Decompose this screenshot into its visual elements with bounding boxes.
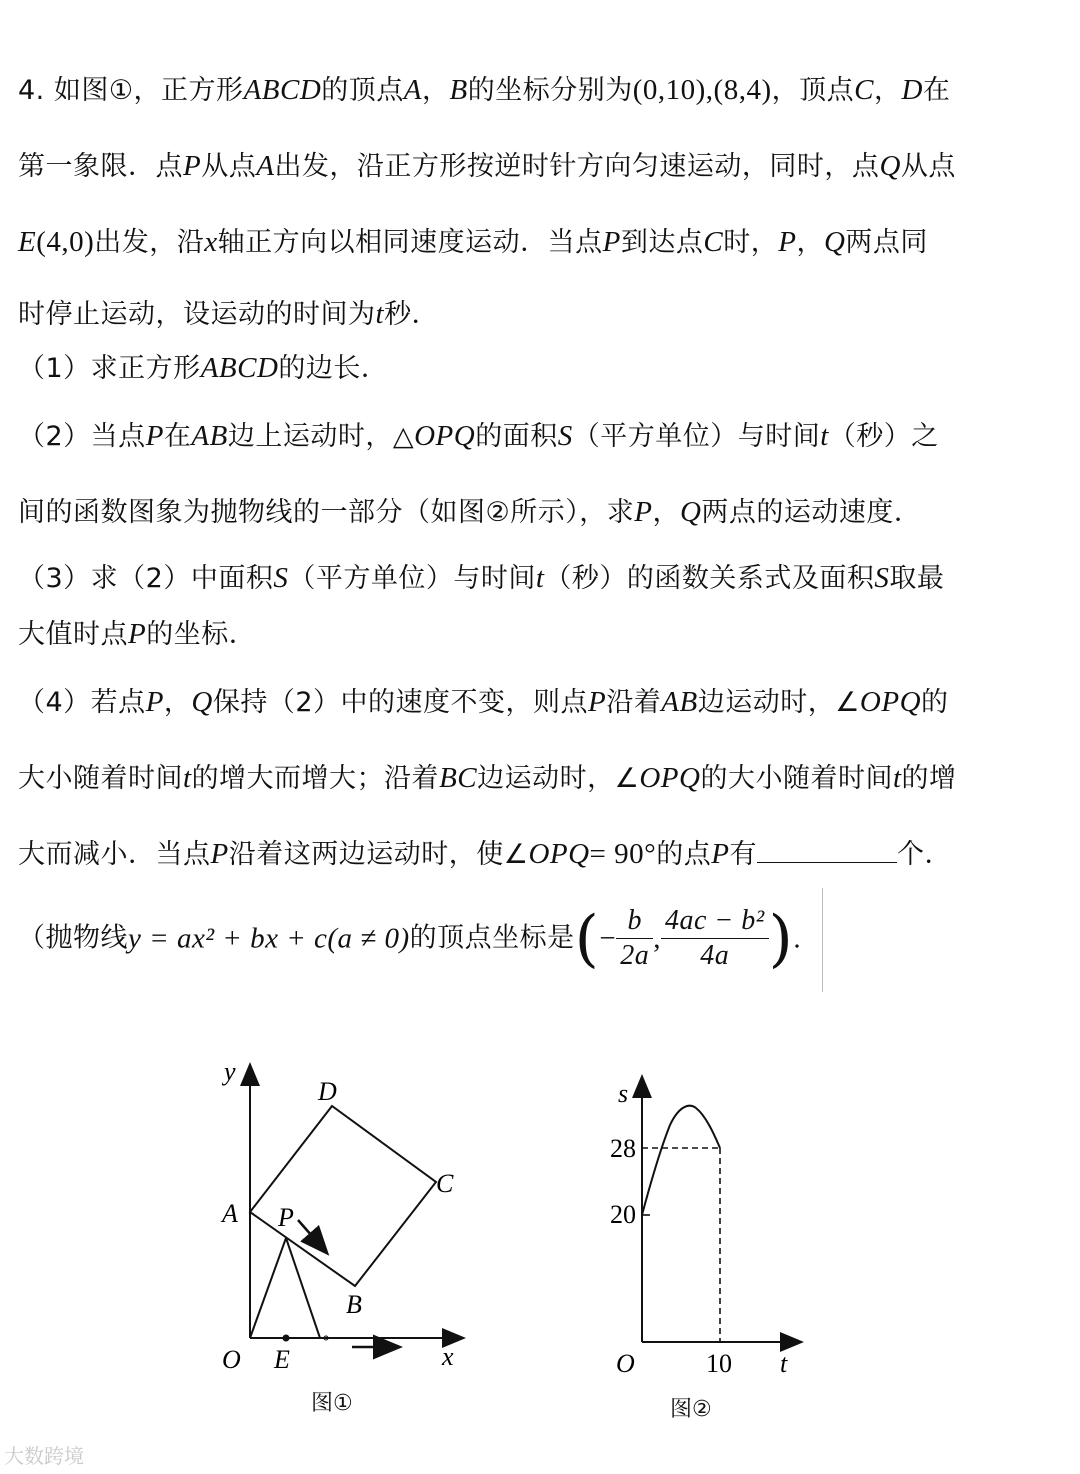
text: （抛物线 bbox=[18, 922, 128, 954]
math: t bbox=[375, 298, 385, 330]
segment-pq bbox=[286, 1238, 320, 1338]
text: 在 bbox=[922, 75, 951, 106]
text: 的边长． bbox=[278, 353, 389, 384]
text: 时， bbox=[723, 227, 779, 258]
text: 从点 bbox=[201, 151, 257, 182]
math: t bbox=[535, 562, 545, 594]
problem-line-3 bbox=[18, 220, 928, 259]
text: 出发，沿正方形按逆时针方向匀速运动，同时，点 bbox=[274, 151, 880, 182]
math: Q bbox=[879, 150, 901, 182]
tick-label-28: 28 bbox=[610, 1134, 636, 1163]
math: . bbox=[793, 922, 802, 955]
question-3-line-1 bbox=[18, 556, 944, 595]
question-3-line-2 bbox=[18, 612, 256, 651]
math: P bbox=[634, 496, 653, 528]
math: (4,0) bbox=[36, 226, 95, 258]
text: 到达点 bbox=[620, 227, 704, 258]
label-d: D bbox=[318, 1077, 337, 1106]
text: （4）若点 bbox=[18, 687, 146, 718]
tick-label-10: 10 bbox=[706, 1349, 732, 1378]
text: 的增 bbox=[901, 763, 957, 794]
problem-line-2 bbox=[18, 144, 956, 183]
text: 的坐标分别为 bbox=[467, 75, 633, 106]
text: 沿着这两边运动时，使∠ bbox=[228, 839, 529, 870]
math: t bbox=[183, 762, 192, 794]
math: AB bbox=[661, 686, 698, 718]
segment-op bbox=[250, 1238, 286, 1338]
math: BC bbox=[439, 762, 478, 794]
math: − bbox=[599, 922, 617, 955]
text: 有 bbox=[729, 839, 757, 870]
fraction-y bbox=[661, 904, 769, 973]
text: 的点 bbox=[656, 839, 712, 870]
text: 间的函数图象为抛物线的一部分（如图②所示），求 bbox=[18, 497, 635, 528]
left-paren: ( bbox=[574, 901, 600, 975]
denominator: 4a bbox=[700, 940, 730, 971]
math: Q bbox=[679, 496, 702, 528]
question-4-line-3 bbox=[18, 832, 952, 871]
numerator: 4ac − b² bbox=[661, 904, 769, 939]
label-c: C bbox=[436, 1169, 454, 1198]
fraction-x bbox=[616, 904, 653, 973]
text: 的顶点坐标是 bbox=[409, 922, 575, 954]
text: 边运动时，∠ bbox=[477, 763, 640, 794]
text: 在 bbox=[163, 421, 192, 452]
math: A bbox=[256, 150, 275, 182]
math: A bbox=[403, 74, 422, 106]
math: P bbox=[128, 618, 147, 650]
denominator: 2a bbox=[620, 940, 650, 971]
text: 沿着 bbox=[606, 687, 662, 718]
numerator: b bbox=[616, 904, 653, 939]
math: P bbox=[778, 226, 797, 258]
math: (0,10),(8,4) bbox=[632, 74, 772, 106]
text: （秒）之 bbox=[828, 421, 939, 452]
text: （3）求（2）中面积 bbox=[18, 563, 274, 594]
label-p: P bbox=[278, 1203, 294, 1232]
math: AB bbox=[191, 420, 228, 452]
tick-label-20: 20 bbox=[610, 1200, 636, 1229]
point-e bbox=[283, 1335, 290, 1342]
math: OPQ bbox=[859, 686, 922, 718]
label-o: O bbox=[222, 1345, 241, 1370]
math: t bbox=[892, 762, 902, 794]
figure-2 bbox=[580, 1060, 810, 1380]
math: OPQ bbox=[528, 838, 590, 870]
math: t bbox=[820, 420, 829, 452]
text: ， bbox=[422, 75, 450, 106]
hint-line bbox=[18, 901, 802, 975]
math: OPQ bbox=[639, 762, 701, 794]
math: OPQ bbox=[414, 420, 476, 452]
math: S bbox=[557, 420, 573, 452]
question-2-line-1 bbox=[18, 414, 939, 453]
math: P bbox=[145, 420, 164, 452]
question-4-line-2 bbox=[18, 756, 957, 795]
text: 个． bbox=[896, 839, 952, 870]
label-o: O bbox=[616, 1349, 635, 1378]
figure-1 bbox=[200, 1050, 490, 1370]
label-t: t bbox=[780, 1349, 788, 1378]
math: , bbox=[653, 922, 661, 955]
text: ， bbox=[873, 75, 902, 106]
math: E bbox=[18, 226, 37, 258]
label-e: E bbox=[274, 1345, 290, 1370]
text: 的坐标． bbox=[146, 619, 257, 650]
text: 第一象限．点 bbox=[18, 151, 183, 182]
text: 轴正方向以相同速度运动．当点 bbox=[217, 227, 603, 258]
math: P bbox=[145, 686, 164, 718]
text: 的大小随着时间 bbox=[700, 763, 893, 794]
math: ABCD bbox=[200, 352, 279, 384]
text: 取最 bbox=[889, 563, 945, 594]
right-paren: ) bbox=[768, 901, 794, 975]
text: 的顶点 bbox=[321, 75, 404, 106]
text: 出发，沿 bbox=[94, 227, 205, 258]
question-1 bbox=[18, 346, 388, 385]
watermark: 大数跨境 bbox=[4, 1444, 84, 1468]
text: 大而减小．当点 bbox=[18, 839, 211, 870]
text: 时停止运动，设运动的时间为 bbox=[18, 299, 376, 330]
p-arrow bbox=[298, 1220, 326, 1252]
math: P bbox=[588, 686, 607, 718]
text: 的增大而增大；沿着 bbox=[191, 763, 440, 794]
figure-2-caption: 图② bbox=[670, 1397, 712, 1422]
text: 边运动时，∠ bbox=[697, 687, 860, 718]
question-2-line-2 bbox=[18, 490, 921, 529]
math: Q bbox=[191, 686, 213, 718]
math: P bbox=[210, 838, 229, 870]
text: 两点的运动速度． bbox=[701, 497, 922, 528]
text: （秒）的函数关系式及面积 bbox=[544, 563, 875, 594]
label-s: s bbox=[618, 1079, 629, 1108]
text: 4. 如图①，正方形 bbox=[18, 75, 244, 106]
math: P bbox=[183, 150, 202, 182]
label-a: A bbox=[222, 1199, 238, 1228]
math: S bbox=[874, 562, 890, 594]
text: 秒． bbox=[384, 299, 440, 330]
math: (a ≠ 0) bbox=[327, 922, 410, 955]
text: （2）当点 bbox=[18, 421, 146, 452]
math: B bbox=[449, 74, 468, 106]
text: ， bbox=[163, 687, 192, 718]
divider bbox=[822, 888, 823, 992]
label-x: x bbox=[442, 1342, 454, 1370]
label-y: y bbox=[224, 1057, 236, 1086]
text: 两点同 bbox=[845, 227, 928, 258]
text: 的 bbox=[921, 687, 949, 718]
problem-line-4 bbox=[18, 292, 439, 331]
text: ， bbox=[796, 227, 824, 258]
math: C bbox=[703, 226, 724, 258]
math: ABCD bbox=[243, 74, 322, 106]
math: S bbox=[273, 562, 289, 594]
math: = 90° bbox=[589, 838, 657, 870]
math: x bbox=[204, 226, 218, 258]
text: 大小随着时间 bbox=[18, 763, 183, 794]
text: 从点 bbox=[900, 151, 956, 182]
math: y = ax² + bx + c bbox=[128, 922, 328, 955]
figure-1-caption: 图① bbox=[311, 1391, 353, 1416]
question-4-line-1 bbox=[18, 680, 949, 719]
math: P bbox=[602, 226, 621, 258]
s-curve bbox=[642, 1106, 720, 1215]
text: （1）求正方形 bbox=[18, 353, 201, 384]
text: 的面积 bbox=[475, 421, 558, 452]
problem-line-1 bbox=[18, 68, 950, 107]
text: 大值时点 bbox=[18, 619, 128, 650]
text: 边上运动时，△ bbox=[227, 421, 415, 452]
math: C bbox=[854, 74, 874, 106]
math: Q bbox=[823, 226, 846, 258]
answer-blank[interactable] bbox=[757, 840, 897, 863]
math: P bbox=[711, 838, 730, 870]
text: （平方单位）与时间 bbox=[572, 421, 821, 452]
text: （平方单位）与时间 bbox=[288, 563, 536, 594]
text: 保持（2）中的速度不变，则点 bbox=[212, 687, 589, 718]
text: ， bbox=[652, 497, 680, 528]
text: ，顶点 bbox=[771, 75, 855, 106]
math: D bbox=[901, 74, 923, 106]
label-b: B bbox=[346, 1290, 362, 1319]
